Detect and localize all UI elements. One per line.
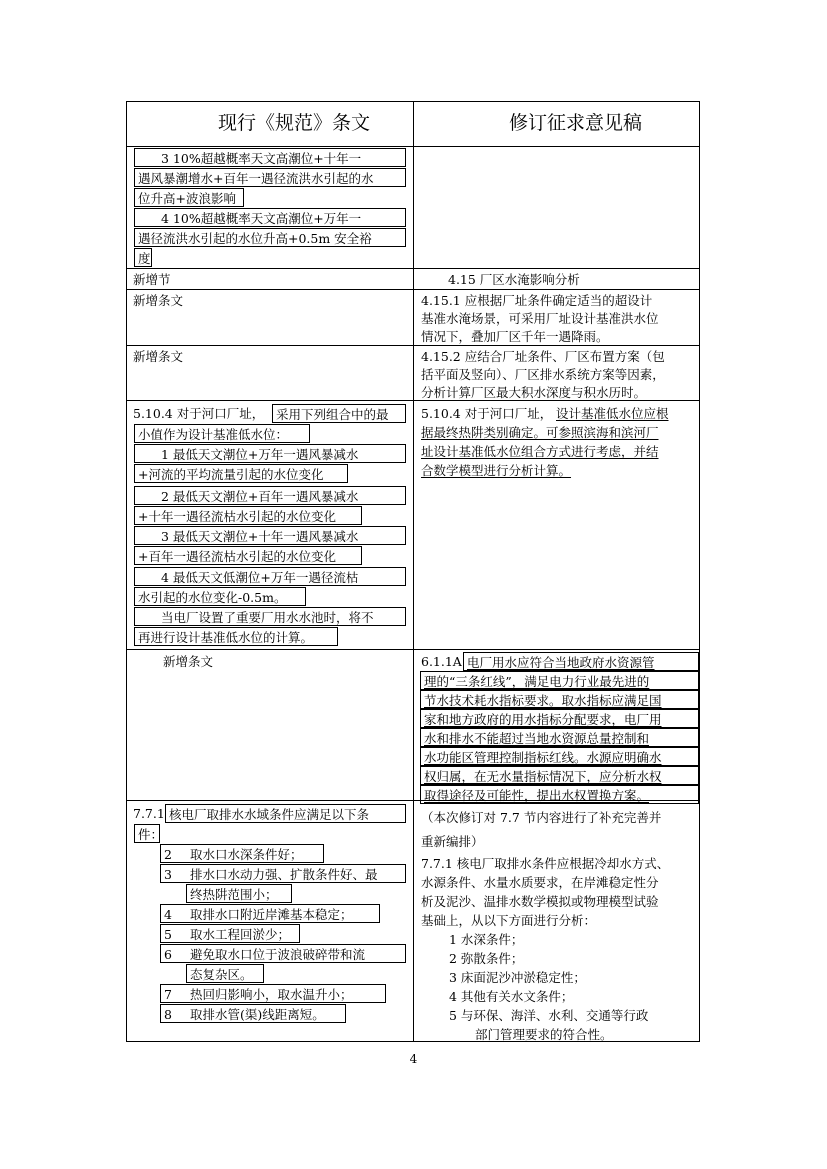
list-number: 7: [164, 987, 172, 1002]
deleted-text-box: +百年一遇径流枯水引起的水位变化: [134, 546, 362, 565]
deleted-list-item: [160, 904, 380, 923]
clause-text: 基准水淹场景，可采用厂址设计基准洪水位: [421, 311, 659, 326]
clause-text: 水源条件、水量水质要求，在岸滩稳定性分: [421, 875, 659, 890]
deleted-text-box: 3 最低天文潮位+十年一遇风暴减水: [134, 526, 406, 545]
inserted-text: 据最终热阱类别确定。可参照滨海和滨河厂: [421, 425, 659, 440]
deleted-text-box: 件：: [134, 824, 160, 843]
new-clause-label: 新增条文: [163, 654, 214, 669]
column-divider: [413, 101, 414, 1042]
clause-text: 分析计算厂区最大积水深度与积水历时。: [421, 385, 647, 400]
list-text: 避免取水口位于波浪破碎带和流: [190, 947, 366, 962]
row-divider: [126, 345, 700, 346]
list-number: 6: [164, 947, 172, 962]
clause-line: 3 10%超越概率天文高潮位+十年一: [134, 148, 406, 167]
clause-line: 位升高+波浪影响: [134, 188, 244, 207]
inserted-text-box: 电厂用水应符合当地政府水资源管: [463, 652, 699, 671]
inserted-text-box: 水功能区管理控制指标红线。水源应明确水: [420, 747, 699, 766]
list-text: 取水口水深条件好；: [190, 847, 303, 862]
row-divider: [126, 268, 700, 269]
deleted-list-item: [160, 984, 386, 1003]
list-number: 8: [164, 1007, 172, 1022]
list-text: 取水工程回淤少；: [190, 927, 291, 942]
clause-text: 括平面及竖向）、厂区排水系统方案等因素，: [421, 367, 665, 382]
clause-line: 度: [134, 248, 152, 267]
revision-note: 重新编排）: [421, 834, 484, 849]
new-section-label: 新增节: [133, 272, 171, 287]
deleted-text-box: 当电厂设置了重要厂用水水池时，将不: [134, 607, 406, 626]
clause-text: 4.15.2 应结合厂址条件、厂区布置方案（包: [421, 349, 665, 364]
deleted-text-box: 1 最低天文潮位+万年一遇风暴减水: [134, 444, 406, 463]
deleted-text-box: 再进行设计基准低水位的计算。: [134, 627, 338, 646]
deleted-list-item: [160, 924, 300, 943]
clause-text: 7.7.1 核电厂取排水条件应根据冷却水方式、: [421, 856, 670, 871]
section-title: 4.15 厂区水淹影响分析: [448, 272, 580, 287]
deleted-list-item: 终热阱范围小；: [186, 884, 292, 903]
row-divider: [126, 146, 700, 147]
page-number: 4: [409, 1052, 418, 1066]
clause-text: 析及泥沙、温排水数学模拟或物理模型试验: [421, 894, 659, 909]
list-number: 2: [164, 847, 172, 862]
clause-line: 遇风暴潮增水+百年一遇径流洪水引起的水: [134, 168, 406, 187]
row-divider: [126, 649, 700, 650]
header-current-code: 现行《规范》条文: [218, 112, 371, 134]
inserted-text-box: 水和排水不能超过当地水资源总量控制和: [420, 728, 699, 747]
deleted-text-box: 核电厂取排水水域条件应满足以下条: [165, 804, 406, 823]
clause-text: 基础上，从以下方面进行分析：: [421, 913, 597, 928]
list-text: 热回归影响小，取水温升小；: [190, 987, 353, 1002]
header-revision-draft: 修订征求意见稿: [509, 112, 643, 134]
clause-line: 4 10%超越概率天文高潮位+万年一: [134, 208, 406, 227]
deleted-text-box: +十年一遇径流枯水引起的水位变化: [134, 506, 362, 525]
deleted-text-box: 水引起的水位变化-0.5m。: [134, 587, 306, 606]
inserted-text: 址设计基准低水位组合方式进行考虑，并结: [421, 444, 659, 459]
clause-number: 7.7.1: [133, 806, 165, 821]
deleted-list-item: [160, 944, 406, 963]
inserted-text-box: 取得途径及可能性，提出水权置换方案。: [420, 785, 699, 804]
clause-text: 5.10.4 对于河口厂址，: [421, 406, 553, 421]
list-text: 排水口水动力强、扩散条件好、最: [190, 867, 378, 882]
list-text: 取排水管(渠)线距离短。: [190, 1007, 325, 1022]
list-text: 取排水口附近岸滩基本稳定；: [190, 907, 353, 922]
deleted-list-item: [160, 1004, 346, 1023]
list-item: 5 与环保、海洋、水利、交通等行政: [449, 1008, 649, 1023]
list-number: 3: [164, 867, 172, 882]
list-item: 2 弥散条件；: [449, 951, 524, 966]
inserted-text: 设计基准低水位应根: [556, 406, 669, 421]
deleted-text-box: 4 最低天文低潮位+万年一遇径流枯: [134, 567, 406, 586]
list-number: 5: [164, 927, 172, 942]
clause-text: 5.10.4 对于河口厂址，: [133, 406, 265, 421]
deleted-list-item: 态复杂区。: [186, 964, 264, 983]
new-clause-label: 新增条文: [133, 349, 184, 364]
clause-text: 情况下，叠加厂区千年一遇降雨。: [421, 329, 609, 344]
deleted-list-item: [160, 844, 324, 863]
new-clause-label: 新增条文: [133, 293, 184, 308]
inserted-text-box: 理的“三条红线”，满足电力行业最先进的: [420, 671, 699, 690]
list-item: 3 床面泥沙冲淤稳定性；: [449, 970, 586, 985]
deleted-text-box: +河流的平均流量引起的水位变化: [134, 464, 348, 483]
inserted-text-box: 权归属，在无水量指标情况下，应分析水权: [420, 766, 699, 785]
deleted-text-box: 采用下列组合中的最: [272, 404, 406, 423]
clause-number: 6.1.1A: [421, 654, 462, 669]
list-number: 4: [164, 907, 172, 922]
inserted-text: 合数学模型进行分析计算。: [421, 463, 572, 478]
list-item: 部门管理要求的符合性。: [475, 1027, 613, 1042]
clause-text: 4.15.1 应根据厂址条件确定适当的超设计: [421, 293, 653, 308]
list-item: 1 水深条件；: [449, 932, 524, 947]
inserted-text-box: 节水技术耗水指标要求。取水指标应满足国: [420, 690, 699, 709]
row-divider: [126, 289, 700, 290]
revision-note: （本次修订对 7.7 节内容进行了补充完善并: [421, 810, 662, 825]
list-item: 4 其他有关水文条件；: [449, 989, 574, 1004]
deleted-text-box: 小值作为设计基准低水位：: [134, 424, 310, 443]
inserted-text-box: 家和地方政府的用水指标分配要求，电厂用: [420, 709, 699, 728]
clause-line: 遇径流洪水引起的水位升高+0.5m 安全裕: [134, 228, 406, 247]
deleted-text-box: 2 最低天文潮位+百年一遇风暴减水: [134, 486, 406, 505]
deleted-list-item: [160, 864, 406, 883]
